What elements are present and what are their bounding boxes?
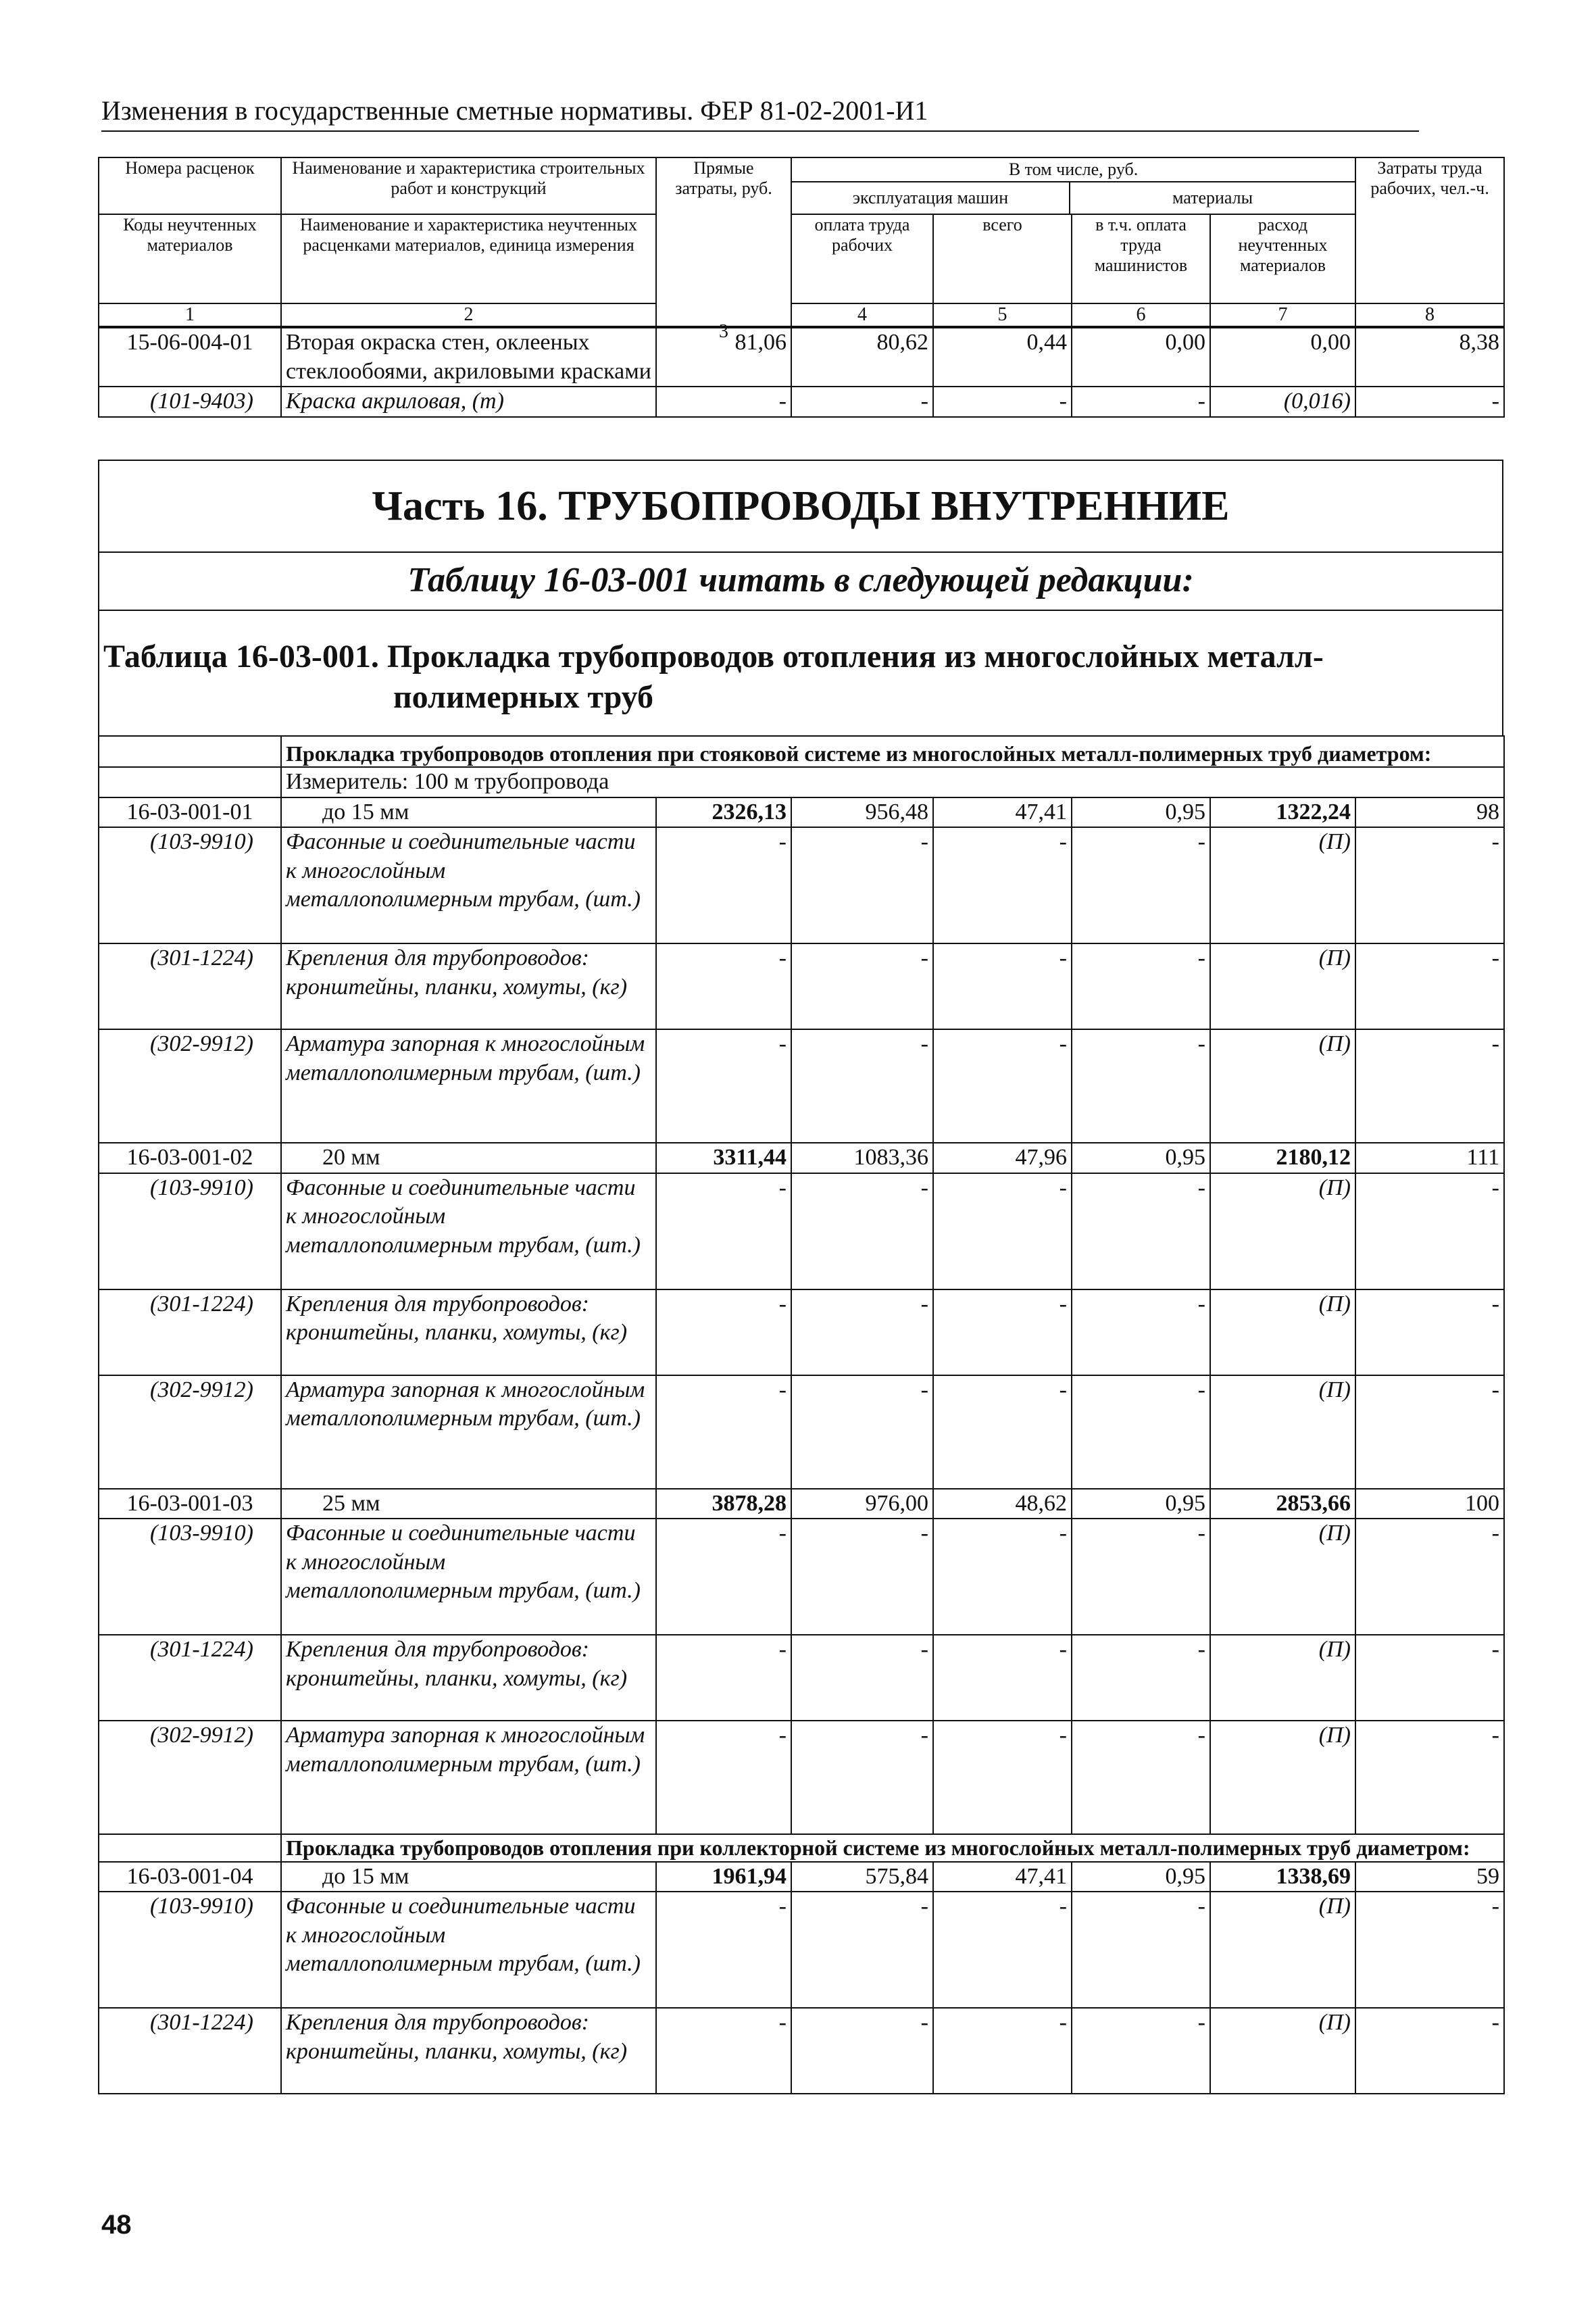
col-num: 5 [933,303,1072,326]
measure-unit: Измеритель: 100 м трубопровода [281,767,1504,797]
col-num: 4 [791,303,933,326]
cell: - [791,1721,933,1834]
section-heading: Прокладка трубопроводов отопления при коллекторной системе из многослойных металл-полимерных труб диаметром: [281,1834,1504,1861]
material-name: Фасонные и соединительные части к многослойным металлополимерным трубам, (шт.) [281,1173,656,1289]
cell: - [656,1173,791,1289]
rate-code: 16-03-001-04 [99,1862,281,1892]
material-code: (302-9912) [99,1721,281,1834]
cell: 976,00 [791,1489,933,1519]
cell: 8,38 [1355,328,1504,387]
material-code: (101-9403) [99,387,281,417]
cell: - [1072,943,1210,1029]
cell: - [791,1173,933,1289]
material-code: (301-1224) [99,1635,281,1721]
cell: 81,06 [656,328,791,387]
cell: - [656,2008,791,2094]
rate-name: Вторая окраска стен, оклееных стеклообоями, акриловыми красками [281,328,656,387]
cell: (0,016) [1210,387,1355,417]
cell: 2326,13 [656,797,791,828]
header-work-name: Наименование и характеристика строительных работ и конструкций [281,157,656,214]
material-code: (302-9912) [99,1375,281,1489]
cell: - [791,943,933,1029]
cell: (П) [1210,1289,1355,1375]
cell: (П) [1210,943,1355,1029]
cell: (П) [1210,1519,1355,1635]
cell: - [1072,387,1210,417]
cell: (П) [1210,2008,1355,2094]
cell: 0,95 [1072,1862,1210,1892]
cell: - [933,387,1072,417]
cell: 956,48 [791,797,933,828]
cell: 98 [1355,797,1504,828]
material-name: Фасонные и соединительные части к многослойным металлополимерным трубам, (шт.) [281,1892,656,2008]
table-row [99,797,1504,828]
cell: - [1072,1635,1210,1721]
cell: - [1355,943,1504,1029]
cell: - [1072,2008,1210,2094]
cell: - [1355,1375,1504,1489]
table-row [99,1029,1504,1143]
cell: 1338,69 [1210,1862,1355,1892]
material-code: (301-1224) [99,1289,281,1375]
cell: - [791,1375,933,1489]
cell: 0,95 [1072,1489,1210,1519]
cell: - [1355,387,1504,417]
cell: 47,96 [933,1143,1072,1173]
cell: - [1355,1721,1504,1834]
cell: (П) [1210,1892,1355,2008]
cell: - [933,1519,1072,1635]
table-row [99,1862,1504,1892]
header-materials: материалы [1172,188,1253,207]
cell: 47,41 [933,1862,1072,1892]
material-name: Краска акриловая, (т) [281,387,656,417]
cell: 575,84 [791,1862,933,1892]
table-row [99,1375,1504,1489]
table-row [99,2008,1504,2094]
cell: - [933,1635,1072,1721]
cell: - [791,1029,933,1143]
cell: (П) [1210,827,1355,943]
cell: 1322,24 [1210,797,1355,828]
norms-table-main [98,735,1503,2094]
cell: - [1355,1892,1504,2008]
table-row [99,1519,1504,1635]
cell: - [1072,1173,1210,1289]
cell: - [933,827,1072,943]
cell: - [791,1635,933,1721]
cell: - [791,1519,933,1635]
page-header: Изменения в государственные сметные нормативы. ФЕР 81-02-2001-И1 [101,95,928,126]
cell: - [791,1289,933,1375]
rate-code: 16-03-001-03 [99,1489,281,1519]
norms-table-top [98,157,1503,418]
cell: - [1355,1635,1504,1721]
col-num: 3 [719,321,728,342]
material-name: Фасонные и соединительные части к многослойным металлополимерным трубам, (шт.) [281,827,656,943]
cell: 2180,12 [1210,1143,1355,1173]
part-title: Часть 16. ТРУБОПРОВОДЫ ВНУТРЕННИЕ [99,461,1502,553]
material-name: Арматура запорная к многослойным металлополимерным трубам, (шт.) [281,1721,656,1834]
table-row [99,328,1504,387]
table-row [99,1289,1504,1375]
cell: (П) [1210,1173,1355,1289]
col-num: 1 [99,303,281,326]
rate-name: 25 мм [281,1489,656,1519]
cell: - [933,1892,1072,2008]
cell: - [1072,1519,1210,1635]
cell: - [656,1029,791,1143]
cell: - [656,827,791,943]
cell: - [1072,827,1210,943]
table-row [99,387,1504,417]
table-title: Таблица 16-03-001. Прокладка трубопроводов отопления из многослойных металл- [103,639,1324,674]
cell: - [1355,827,1504,943]
cell: - [1355,1519,1504,1635]
table-row [99,1489,1504,1519]
rate-name: до 15 мм [281,1862,656,1892]
rate-code: 15-06-004-01 [99,328,281,387]
table-row [99,943,1504,1029]
cell: - [933,1289,1072,1375]
cell: 59 [1355,1862,1504,1892]
table-row [99,827,1504,943]
material-code: (301-1224) [99,943,281,1029]
cell: (П) [1210,1029,1355,1143]
header-direct-costs: Прямые затраты, руб. [656,157,791,326]
table-row [99,1721,1504,1834]
cell: 80,62 [791,328,933,387]
cell: - [656,1635,791,1721]
table-row [99,1892,1504,2008]
cell: - [933,2008,1072,2094]
cell: - [933,1375,1072,1489]
cell: - [656,1375,791,1489]
cell: (П) [1210,1721,1355,1834]
table-row [99,1635,1504,1721]
material-code: (103-9910) [99,827,281,943]
material-name: Арматура запорная к многослойным металлополимерным трубам, (шт.) [281,1029,656,1143]
cell: 3878,28 [656,1489,791,1519]
cell: - [1072,1029,1210,1143]
material-name: Крепления для трубопроводов: кронштейны, планки, хомуты, (кг) [281,1635,656,1721]
section-heading: Прокладка трубопроводов отопления при стояковой системе из многослойных металл-полимерных труб диаметром: [281,736,1504,767]
material-code: (301-1224) [99,2008,281,2094]
cell: - [791,387,933,417]
cell: - [1355,1289,1504,1375]
table-row [99,1173,1504,1289]
cell: 47,41 [933,797,1072,828]
table-title-cont: полимерных труб [393,679,654,715]
header-material-codes: Коды неучтенных материалов [99,214,281,303]
material-code: (103-9910) [99,1519,281,1635]
edit-note: Таблицу 16-03-001 читать в следующей редакции: [99,551,1502,611]
header-machinists-pay: в т.ч. оплата труда машинистов [1072,214,1210,303]
header-including: В том числе, руб. [792,158,1355,182]
cell: - [1355,1173,1504,1289]
cell: 0,95 [1072,1143,1210,1173]
cell: - [656,1519,791,1635]
cell: - [1072,1289,1210,1375]
material-name: Арматура запорная к многослойным металлополимерным трубам, (шт.) [281,1375,656,1489]
material-code: (103-9910) [99,1892,281,2008]
cell: - [791,2008,933,2094]
header-rule [101,130,1419,132]
cell: 1083,36 [791,1143,933,1173]
header-including-group [791,157,1355,214]
rate-code: 16-03-001-02 [99,1143,281,1173]
cell: - [1072,1721,1210,1834]
header-workers-pay: оплата труда рабочих [791,214,933,303]
rate-name: 20 мм [281,1143,656,1173]
col-num: 6 [1072,303,1210,326]
cell: - [1355,2008,1504,2094]
header-rate-numbers: Номера расценок [99,157,281,214]
page-number: 48 [101,2210,132,2240]
table-row [99,1143,1504,1173]
cell: - [933,1721,1072,1834]
cell: - [656,943,791,1029]
cell: - [656,1892,791,2008]
cell: (П) [1210,1635,1355,1721]
material-name: Крепления для трубопроводов: кронштейны, планки, хомуты, (кг) [281,943,656,1029]
cell: 0,44 [933,328,1072,387]
cell: 0,00 [1210,328,1355,387]
header-material-name: Наименование и характеристика неучтенных расценками материалов, единица измерения [281,214,656,303]
material-name: Фасонные и соединительные части к многослойным металлополимерным трубам, (шт.) [281,1519,656,1635]
cell: 1961,94 [656,1862,791,1892]
cell: 2853,66 [1210,1489,1355,1519]
cell: 3311,44 [656,1143,791,1173]
cell: - [933,1029,1072,1143]
cell: 48,62 [933,1489,1072,1519]
cell: - [933,943,1072,1029]
cell: 100 [1355,1489,1504,1519]
cell: - [1072,1375,1210,1489]
cell: - [1072,1892,1210,2008]
rate-name: до 15 мм [281,797,656,828]
material-code: (302-9912) [99,1029,281,1143]
header-machines: эксплуатация машин [792,182,1070,214]
header-materials-usage: расход неучтенных материалов [1210,214,1355,303]
cell: 0,00 [1072,328,1210,387]
cell: - [791,1892,933,2008]
material-name: Крепления для трубопроводов: кронштейны, планки, хомуты, (кг) [281,2008,656,2094]
cell: - [933,1173,1072,1289]
cell: 111 [1355,1143,1504,1173]
material-code: (103-9910) [99,1173,281,1289]
rate-code: 16-03-001-01 [99,797,281,828]
part-block [98,460,1503,737]
cell: - [656,1721,791,1834]
cell: - [656,1289,791,1375]
material-name: Крепления для трубопроводов: кронштейны, планки, хомуты, (кг) [281,1289,656,1375]
col-num: 2 [281,303,656,326]
cell: - [1355,1029,1504,1143]
cell: - [791,827,933,943]
col-num: 7 [1210,303,1355,326]
cell: - [656,387,791,417]
cell: (П) [1210,1375,1355,1489]
col-num: 8 [1355,303,1504,326]
header-machines-total: всего [933,214,1072,303]
header-labor-costs: Затраты труда рабочих, чел.-ч. [1355,157,1504,303]
cell: 0,95 [1072,797,1210,828]
